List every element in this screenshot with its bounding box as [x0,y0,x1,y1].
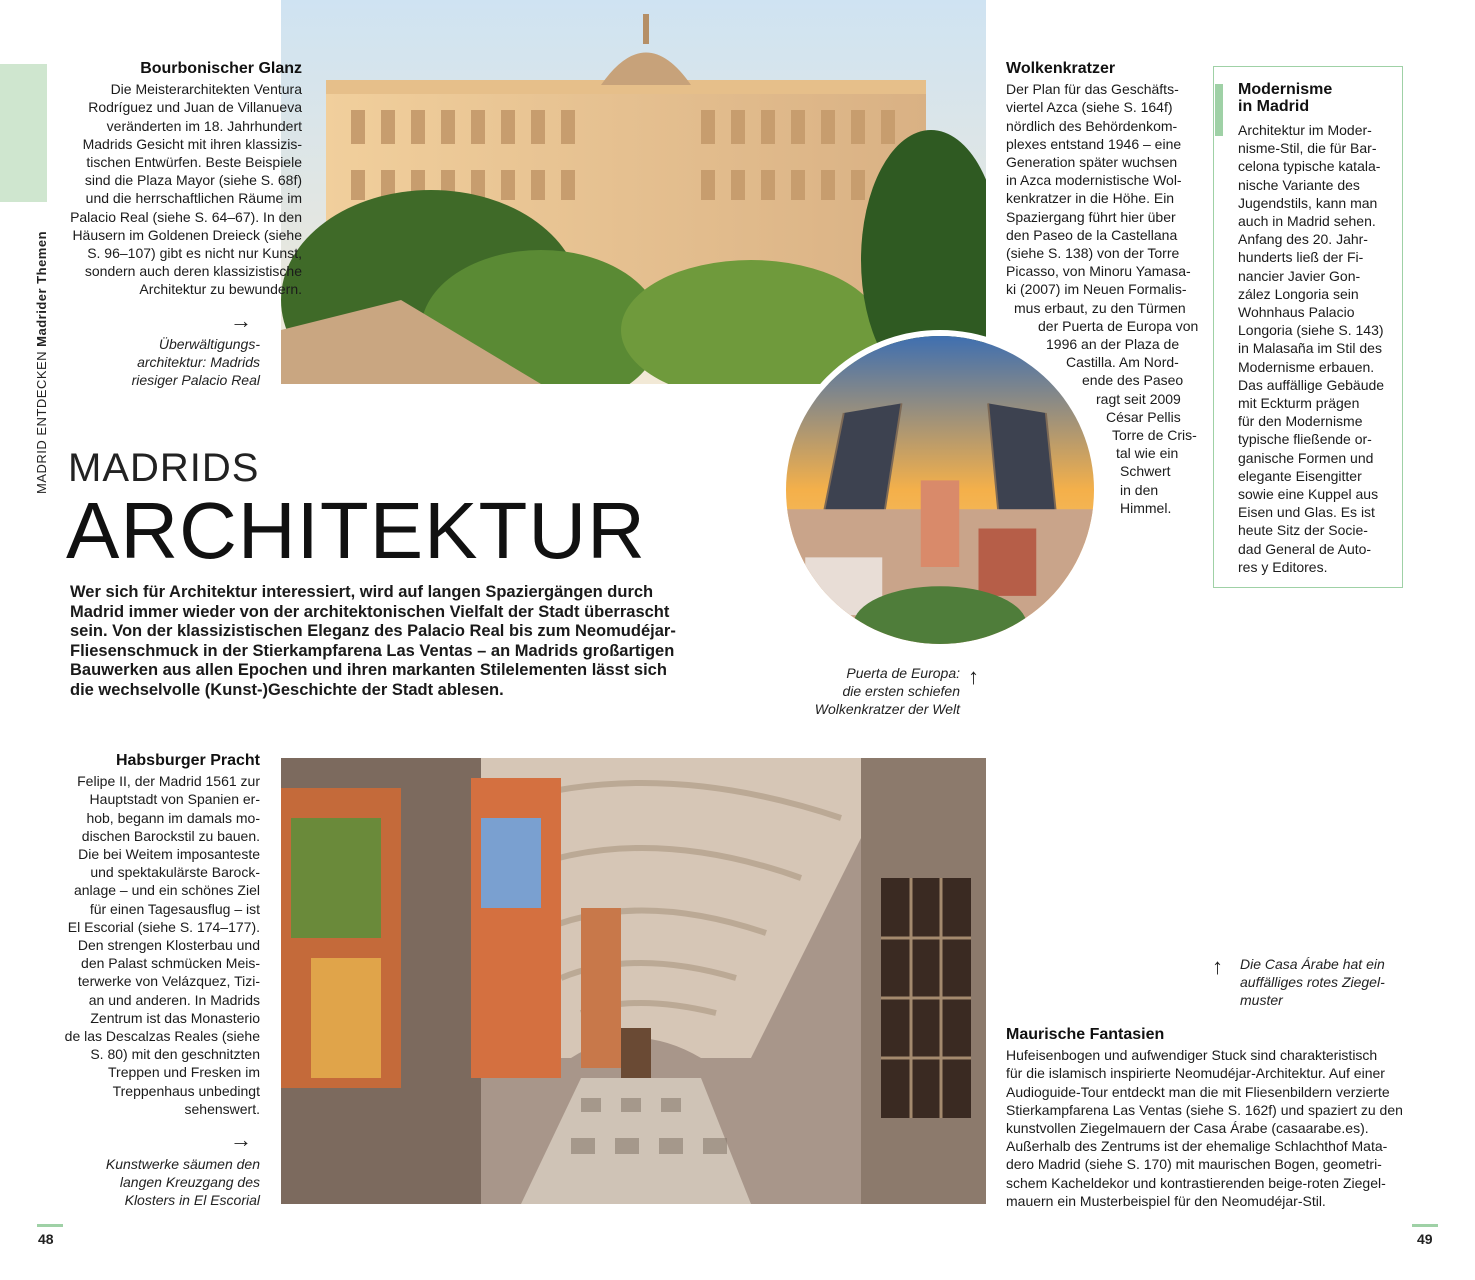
modernisme-box [1213,66,1403,588]
modernisme-line: dad General de Auto- [1238,540,1372,557]
wolken-line: (siehe S. 138) von der Torre [1006,245,1180,262]
habsburg-line: und spektakulärste Barock- [90,864,260,881]
caption-line: Kunstwerke säumen den [105,1156,260,1172]
page-number-right: 49 [1417,1231,1433,1247]
modernisme-line: heute Sitz der Socie- [1238,522,1368,539]
right-arrow-icon: → [230,308,252,333]
wolken-line: nördlich des Behördenkom- [1006,117,1178,134]
right-arrow-icon: → [230,1127,252,1152]
wolken-line: 1996 an der Plaza de [1046,336,1180,353]
caption-line: muster [1240,992,1283,1008]
maurisch-title: Maurische Fantasien [1006,1026,1165,1043]
habsburg-section [40,752,260,1118]
wolken-line: mus erbaut, zu den Türmen [1014,299,1186,316]
modernisme-line: mit Eckturm prägen [1238,395,1360,412]
modernisme-line: Longoria (siehe S. 143) [1238,322,1384,339]
habsburg-line: Die bei Weitem imposanteste [78,846,260,863]
bourbon-line: und die herrschaftlichen Räume im [85,190,302,207]
maurisch-line: für die islamisch inspirierte Neomudéjar-Architektur. Auf einer [1006,1065,1385,1082]
caption-line: die ersten schiefen [842,683,960,699]
maurisch-line: Außerhalb des Zentrums ist der ehemalige Schlachthof Mata- [1006,1138,1388,1155]
wolken-line: ki (2007) im Neuen Formalis- [1006,281,1187,298]
habsburg-line: Treppen und Fresken im [108,1064,260,1081]
habsburg-line: Treppenhaus unbedingt [112,1082,260,1099]
habsburg-line: S. 80) mit den geschnitzten [90,1046,260,1063]
palacio-real-photo [281,0,986,384]
bourbon-section [62,60,302,299]
side-color-tab [0,64,47,202]
wolken-line: kenkratzer in die Höhe. Ein [1006,190,1175,207]
bourbon-line: Palacio Real (siehe S. 64–67). In den [70,208,302,225]
bourbon-line: sind die Plaza Mayor (siehe S. 68f) [84,172,302,189]
habsburg-title: Habsburger Pracht [115,752,260,769]
modernisme-line: sowie eine Kuppel aus [1238,486,1379,503]
wolken-line: ragt seit 2009 [1096,390,1181,407]
caption-line: Die Casa Árabe hat ein [1240,956,1385,972]
lead-paragraph: Wer sich für Architektur interessiert, wird auf langen Spaziergängen durch Madrid immer wieder von der architektonischen Vielfalt der Stadt überrascht sein. Von der klassizistischen Eleganz des Palacio Real bis zum Neomudéjar-Fliesenschmuck in der Stierkampfarena Las Ventas – an Madrids großartigen Bauwerken aus allen Epochen und ihren markanten Stilelementen lässt sich die wechselvolle (Kunst-)Geschichte der Stadt ablesen. [70,583,676,699]
modernisme-line: celona typische katala- [1238,158,1381,175]
wolken-line: César Pellis [1106,408,1181,425]
habsburg-line: Zentrum ist das Monasterio [90,1009,260,1026]
section-label-bold: Madrider Themen [34,230,49,347]
wolken-line: plexes entstand 1946 – eine [1006,135,1182,152]
headline-big: ARCHITEKTUR [66,486,646,575]
habsburg-line: El Escorial (siehe S. 174–177). [67,918,260,935]
modernisme-line: nisme-Stil, die für Bar- [1238,140,1377,157]
habsburg-line: Den strengen Klosterbau und [77,937,260,954]
maurisch-line: Hufeisenbogen und aufwendiger Stuck sind charakteristisch [1006,1047,1378,1064]
page-rule-right [1412,1224,1438,1227]
wolken-title: Wolkenkratzer [1006,60,1116,77]
habsburg-line: an und anderen. In Madrids [88,991,260,1008]
habsburg-line: sehenswert. [184,1100,260,1117]
habsburg-line: dischen Barockstil zu bauen. [81,827,260,844]
habsburg-line: terwerke von Velázquez, Tizi- [77,973,260,990]
modernisme-line: Wohnhaus Palacio [1238,304,1355,321]
maurisch-line: Audioguide-Tour entdeckt man die mit Fliesenbildern verzierte [1006,1083,1390,1100]
modernisme-line: Eisen und Glas. Es ist [1238,504,1375,521]
bourbon-line: Madrids Gesicht mit ihren klassizis- [82,135,302,152]
section-label-regular: MADRID ENTDECKEN [34,346,49,494]
modernisme-line: Architektur im Moder- [1238,122,1372,138]
bourbon-line: Rodríguez und Juan de Villanueva [88,99,302,116]
wolken-line: Torre de Cris- [1112,427,1197,444]
escorial-caption [60,1155,260,1209]
modernisme-title-line: Modernisme [1238,81,1333,98]
page-number-left: 48 [38,1231,54,1247]
wolken-line: in den [1120,481,1159,498]
caption-line: langen Kreuzgang des [119,1174,260,1190]
wolken-line: Schwert [1120,463,1171,480]
maurisch-line: Stierkampfarena Las Ventas (siehe S. 162f) und spaziert zu den [1006,1101,1403,1118]
page-rule-left [37,1224,63,1227]
bourbon-line: tischen Entwürfen. Beste Beispiele [86,154,302,171]
habsburg-line: Felipe II, der Madrid 1561 zur [77,773,260,790]
modernisme-line: nancier Javier Gon- [1238,267,1361,284]
modernisme-line: nische Variante des [1238,176,1360,193]
habsburg-line: de las Descalzas Reales (siehe [64,1028,260,1045]
puerta-caption [760,664,960,718]
wolken-line: tal wie ein [1116,445,1179,462]
caption-line: Klosters in El Escorial [124,1192,260,1208]
wolken-line: Himmel. [1120,499,1172,516]
puerta-de-europa-photo [780,330,1100,650]
bourbon-line: Häusern im Goldenen Dreieck (siehe [72,226,302,243]
caption-line: architektur: Madrids [137,354,260,370]
modernisme-line: Anfang des 20. Jahr- [1238,231,1368,248]
caption-line: Wolkenkratzer der Welt [814,701,960,717]
maurisch-line: kunstvollen Ziegelmauern der Casa Árabe (casaarabe.es). [1006,1120,1369,1137]
modernisme-line: Modernisme erbauen. [1238,358,1375,375]
modernisme-line: Jugendstils, kann man [1238,194,1378,211]
modernisme-line: auch in Madrid sehen. [1238,213,1376,230]
bourbon-line: Die Meisterarchitekten Ventura [110,81,302,98]
wolken-line: Spaziergang führt hier über [1006,208,1176,225]
bourbon-title: Bourbonischer Glanz [140,60,302,77]
modernisme-title-line: in Madrid [1238,98,1310,115]
bourbon-line: Architektur zu bewundern. [139,281,302,298]
modernisme-line: hunderts ließ der Fi- [1238,249,1364,266]
modernisme-line: elegante Eisengitter [1238,467,1362,484]
wolken-line: in Azca modernistische Wol- [1006,172,1182,189]
escorial-cloister-photo [281,758,986,1204]
modernisme-title [1238,81,1402,115]
wolken-line: den Paseo de la Castellana [1006,226,1178,243]
wolken-line: viertel Azca (siehe S. 164f) [1006,99,1173,116]
habsburg-line: Hauptstadt von Spanien er- [89,791,260,808]
casa-caption [1240,955,1460,1009]
modernisme-line: zález Longoria sein [1238,285,1359,302]
maurisch-line: mauern ein Musterbeispiel für den Neomudéjar-Stil. [1006,1192,1326,1209]
headline-small: MADRIDS [68,446,260,490]
up-arrow-icon: ↑ [1212,954,1223,979]
bourbon-line: S. 96–107) gibt es nicht nur Kunst, [87,245,302,262]
habsburg-line: für einen Tagesausflug – ist [89,900,260,917]
modernisme-line: res y Editores. [1238,558,1328,575]
modernisme-line: in Malasaña im Stil des [1238,340,1382,357]
wolken-line: Generation später wuchsen [1006,154,1178,171]
bourbon-line: veränderten im 18. Jahrhundert [106,117,302,134]
habsburg-line: anlage – und ein schönes Ziel [73,882,260,899]
modernisme-body [1238,121,1402,576]
section-label [34,231,49,494]
maurisch-line: schem Kacheldekor und kontrastierenden beige-roten Ziegel- [1006,1174,1386,1191]
caption-line: riesiger Palacio Real [131,372,260,388]
wolken-line: Picasso, von Minoru Yamasa- [1006,263,1191,280]
caption-line: auffälliges rotes Ziegel- [1240,974,1385,990]
modernisme-line: typische fließende or- [1238,431,1372,448]
caption-line: Puerta de Europa: [846,665,960,681]
palacio-caption [80,335,260,389]
up-arrow-icon: ↑ [968,664,979,689]
modernisme-line: für den Modernisme [1238,413,1363,430]
casa-arabe-photo [1006,548,1475,1004]
box-accent-bar [1215,84,1223,136]
wolken-line: ende des Paseo [1082,372,1184,389]
habsburg-line: den Palast schmücken Meis- [81,955,260,972]
wolken-line: Castilla. Am Nord- [1066,354,1179,371]
caption-line: Überwältigungs- [158,336,260,352]
wolken-line: der Puerta de Europa von [1038,317,1199,334]
habsburg-line: hob, begann im damals mo- [86,809,260,826]
modernisme-line: Das auffällige Gebäude [1238,376,1385,393]
bourbon-line: sondern auch deren klassizistische [84,263,302,280]
maurisch-section [1006,1026,1466,1210]
maurisch-line: dero Madrid (siehe S. 170) mit maurischen Bogen, geometri- [1006,1156,1382,1173]
modernisme-line: ganische Formen und [1238,449,1374,466]
wolken-line: Der Plan für das Geschäfts- [1006,81,1179,98]
